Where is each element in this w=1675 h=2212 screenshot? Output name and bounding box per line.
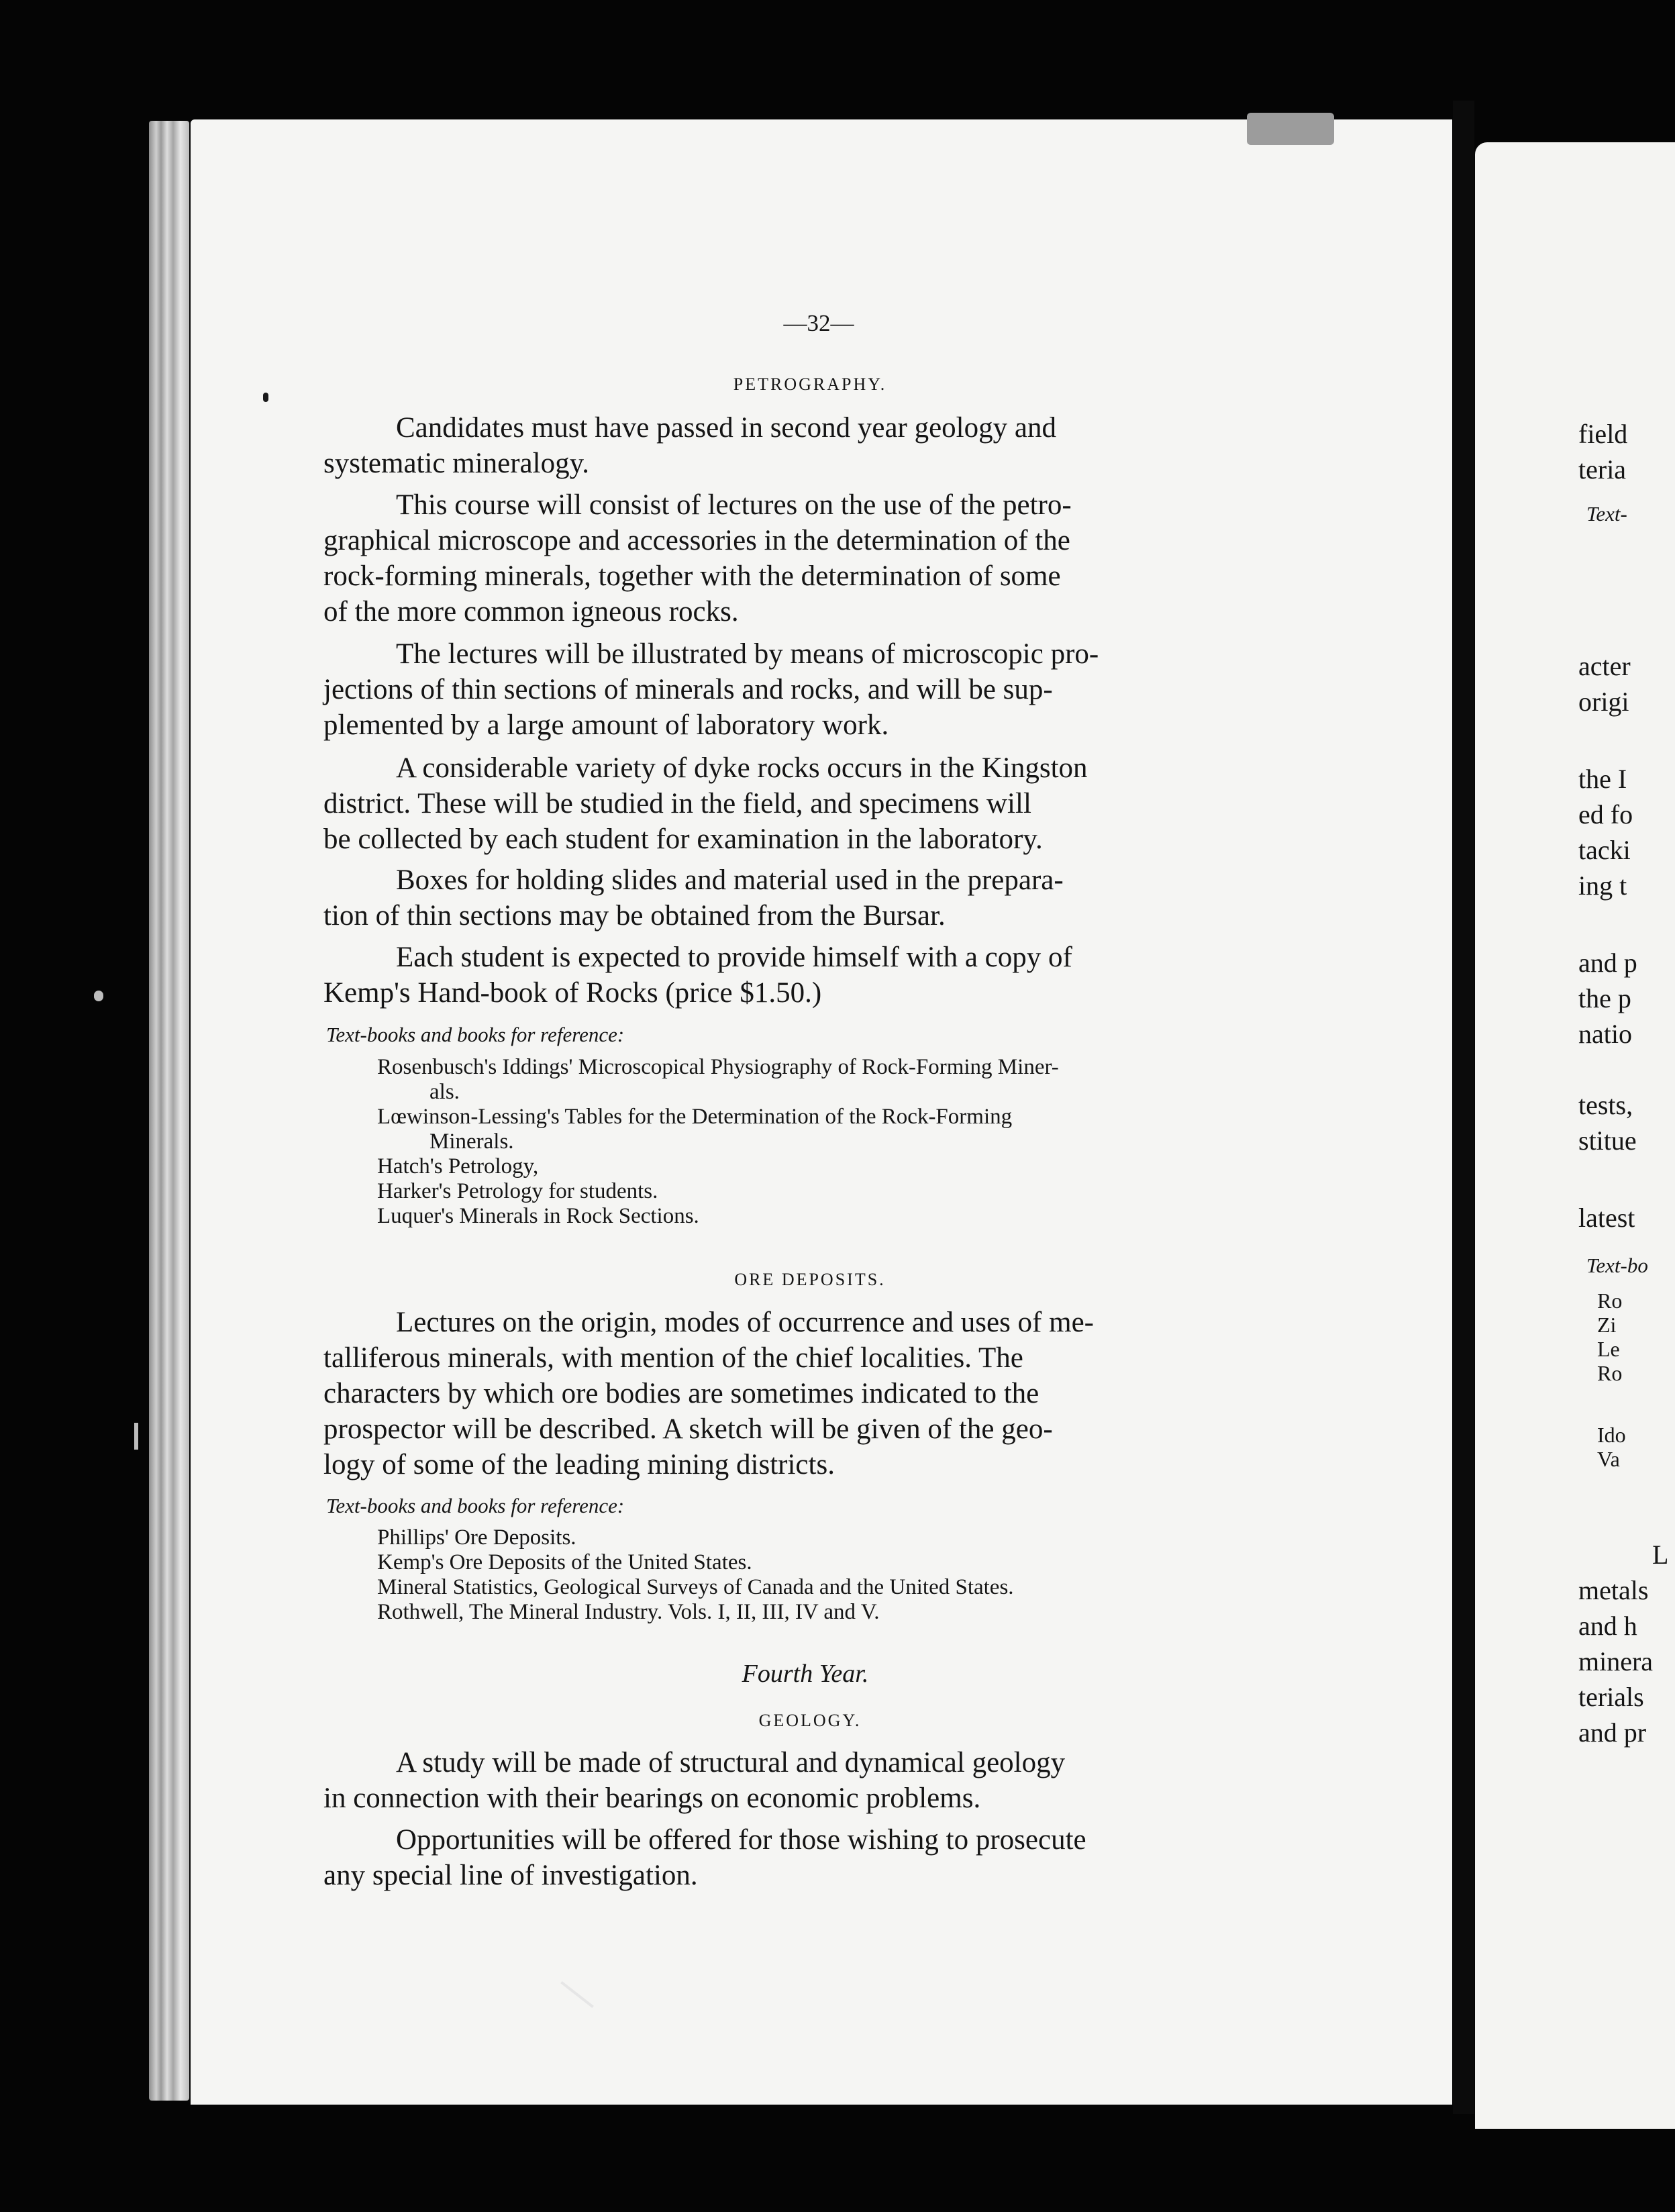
paragraph: The lectures will be illustrated by means of microscopic pro- jections of thin sections of minerals and rocks, and will be sup- plemented by a large amount of laboratory work. — [323, 638, 1099, 741]
scan-speck — [134, 1423, 138, 1450]
paragraph: Opportunities will be offered for those wishing to prosecute any special line of investigation. — [323, 1824, 1086, 1891]
paragraph: Lectures on the origin, modes of occurrence and uses of me- talliferous minerals, with mention of the chief localities. The characters by which ore bodies are sometimes indicated to the prospector will be described. A sketch will be given of the geo- logy of some of the leading mining districts. — [323, 1307, 1094, 1480]
list-item-continuation: Minerals. — [429, 1129, 514, 1154]
section-heading-petrography: PETROGRAPHY. — [733, 374, 887, 394]
books-label: Text-books and books for reference: — [326, 1494, 625, 1517]
list-item-continuation: als. — [429, 1080, 460, 1104]
paragraph: A study will be made of structural and dynamical geology in connection with their bearings on economic problems. — [323, 1747, 1066, 1814]
list-item: Rosenbusch's Iddings' Microscopical Physiography of Rock-Forming Miner- — [377, 1055, 1059, 1079]
right-page-text-fragment: and p the p natio — [1578, 948, 1637, 1049]
list-item: Rothwell, The Mineral Industry. Vols. I, II, III, IV and V. — [377, 1600, 880, 1624]
list-item: Mineral Statistics, Geological Surveys of Canada and the United States. — [377, 1575, 1014, 1599]
right-page-text-fragment: field teria — [1578, 419, 1628, 485]
right-page-text-fragment: acter origi — [1578, 651, 1631, 717]
paragraph: Each student is expected to provide himself with a copy of Kemp's Hand-book of Rocks (price $1.50.) — [323, 942, 1072, 1009]
right-page-text-fragment: the I ed fo tacki ing t — [1578, 764, 1633, 901]
right-page-text-fragment: L metals and h minera terials and pr — [1578, 1540, 1669, 1748]
right-page — [1475, 142, 1675, 2129]
books-label: Text-books and books for reference: — [326, 1023, 625, 1046]
right-page-italic-fragment: Text- — [1586, 502, 1627, 525]
list-item: Kemp's Ore Deposits of the United States. — [377, 1550, 752, 1574]
scan-speck — [94, 991, 103, 1001]
list-item: Hatch's Petrology, — [377, 1154, 539, 1178]
paragraph: Candidates must have passed in second year geology and systematic mineralogy. — [323, 412, 1056, 479]
section-heading-ore-deposits: ORE DEPOSITS. — [734, 1270, 886, 1289]
page-number: —32— — [783, 310, 854, 336]
right-page-text-fragment: latest — [1578, 1203, 1635, 1233]
book-gutter — [1453, 101, 1474, 2114]
paragraph: Boxes for holding slides and material used in the prepara- tion of thin sections may be obtained from the Bursar. — [323, 864, 1064, 932]
year-heading: Fourth Year. — [742, 1660, 869, 1688]
tab-marker — [1247, 113, 1334, 145]
right-page-italic-fragment: Text-bo — [1586, 1254, 1648, 1277]
paragraph: A considerable variety of dyke rocks occurs in the Kingston district. These will be studied in the field, and specimens will be collected by each student for examination in the laboratory. — [323, 752, 1088, 855]
section-heading-geology: GEOLOGY. — [758, 1711, 862, 1730]
page-edge-stack — [149, 121, 189, 2101]
list-item: Lœwinson-Lessing's Tables for the Determination of the Rock-Forming — [377, 1105, 1013, 1129]
paragraph: This course will consist of lectures on the use of the petro- graphical microscope and accessories in the determination of the rock-forming minerals, together with the determination of some of the more common igneous rocks. — [323, 489, 1072, 627]
right-page-list-fragment: Ido Va — [1597, 1423, 1626, 1471]
reference-list — [377, 1055, 1303, 1229]
right-page-list-fragment: Ro Zi Le Ro — [1597, 1289, 1623, 1385]
reference-list — [377, 1525, 1303, 1625]
right-page-text-fragment: tests, stitue — [1578, 1090, 1637, 1156]
list-item: Phillips' Ore Deposits. — [377, 1525, 576, 1550]
scan-speck — [263, 393, 268, 402]
list-item: Harker's Petrology for students. — [377, 1179, 658, 1203]
list-item: Luquer's Minerals in Rock Sections. — [377, 1204, 699, 1228]
